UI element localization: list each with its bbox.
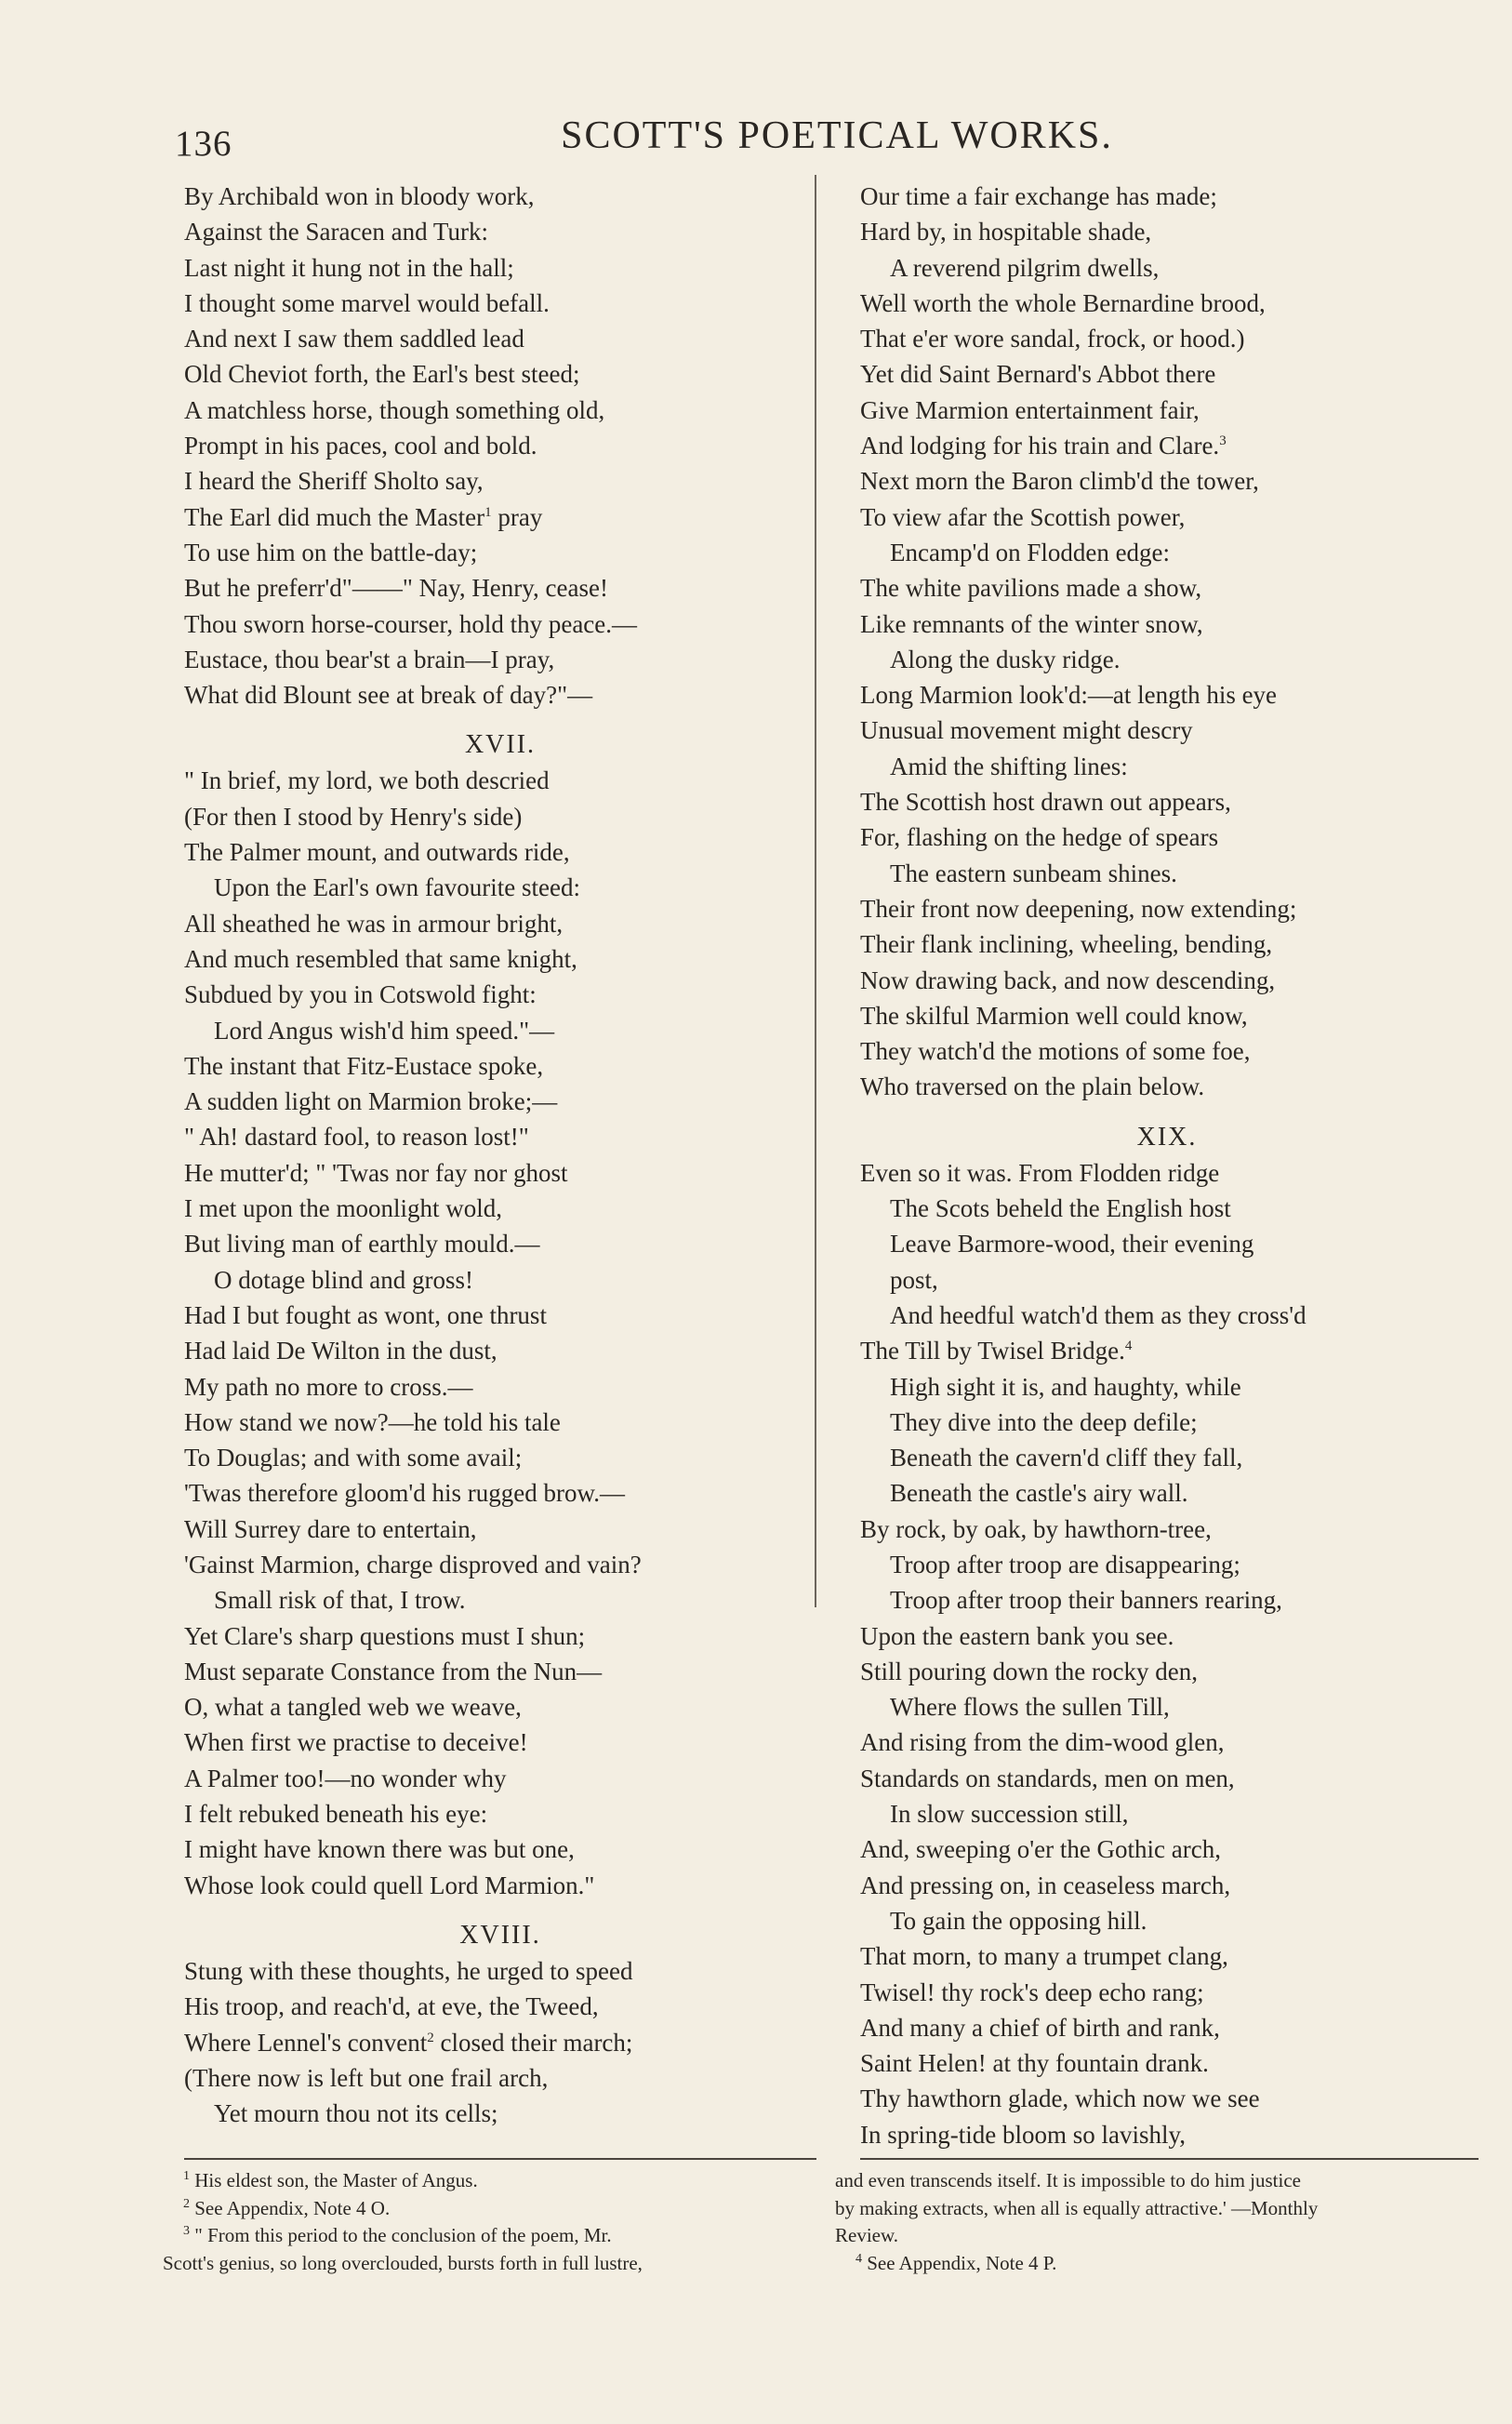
verse-line: Prompt in his paces, cool and bold.: [184, 432, 537, 460]
stanza-heading: XIX.: [1136, 1122, 1198, 1152]
verse-line: Stung with these thoughts, he urged to speed: [184, 1956, 633, 1985]
verse-line: (For then I stood by Henry's side): [184, 802, 523, 831]
verse-line: Whose look could quell Lord Marmion.": [184, 1871, 595, 1899]
verse-line: And many a chief of birth and rank,: [860, 2013, 1220, 2042]
running-title: SCOTT'S POETICAL WORKS.: [561, 114, 1113, 157]
verse-line: And pressing on, in ceaseless march,: [860, 1871, 1231, 1899]
verse-line: The white pavilions made a show,: [860, 574, 1202, 603]
verse-line: The skilful Marmion well could know,: [860, 1001, 1248, 1030]
verse-line: Where flows the sullen Till,: [890, 1693, 1170, 1722]
verse-line: (There now is left but one frail arch,: [184, 2063, 549, 2092]
verse-line: Had I but fought as wont, one thrust: [184, 1300, 547, 1329]
verse-line: Upon the eastern bank you see.: [860, 1621, 1174, 1650]
footnotes-left: [163, 2167, 828, 2277]
stanza-heading: XVIII.: [459, 1920, 541, 1950]
verse-line: I met upon the moonlight wold,: [184, 1194, 502, 1223]
page-number: 136: [175, 124, 232, 164]
stanza-heading: XVII.: [464, 730, 537, 760]
footnotes-right: [835, 2167, 1486, 2277]
verse-line: High sight it is, and haughty, while: [890, 1372, 1241, 1401]
verse-line: Amid the shifting lines:: [890, 752, 1128, 780]
verse-line: Hard by, in hospitable shade,: [860, 218, 1152, 246]
verse-line: Saint Helen! at thy fountain drank.: [860, 2049, 1209, 2078]
left-column: [184, 179, 816, 2131]
verse-line: And lodging for his train and Clare.$^3$: [860, 432, 1227, 460]
footnote-reference: 1: [484, 504, 492, 520]
verse-line: To Douglas; and with some avail;: [184, 1444, 523, 1472]
verse-line: But living man of earthly mould.—: [184, 1230, 540, 1259]
verse-line: Who traversed on the plain below.: [860, 1072, 1205, 1101]
verse-line: 'Twas therefore gloom'd his rugged brow.—: [184, 1479, 625, 1508]
verse-line: And next I saw them saddled lead: [184, 325, 524, 353]
verse-line: Beneath the cavern'd cliff they fall,: [890, 1444, 1243, 1472]
verse-line: Troop after troop are disappearing;: [890, 1550, 1240, 1578]
verse-line: The Scottish host drawn out appears,: [860, 788, 1231, 817]
verse-line: Yet Clare's sharp questions must I shun;: [184, 1621, 586, 1650]
verse-line: The Till by Twisel Bridge.$^4$: [860, 1337, 1133, 1365]
verse-line: Had laid De Wilton in the dust,: [184, 1337, 497, 1365]
verse-line: By rock, by oak, by hawthorn-tree,: [860, 1514, 1212, 1543]
verse-line: Their flank inclining, wheeling, bending,: [860, 930, 1273, 959]
verse-line: Twisel! thy rock's deep echo rang;: [860, 1978, 1204, 2006]
footnote-line: Scott's genius, so long overclouded, bursts forth in full lustre,: [163, 2251, 643, 2274]
footnote-marker: 1: [183, 2169, 190, 2183]
verse-line: Still pouring down the rocky den,: [860, 1657, 1198, 1685]
footnote-marker: 4: [855, 2251, 862, 2266]
footnote-line: Review.: [835, 2224, 899, 2246]
verse-line: O, what a tangled web we weave,: [184, 1693, 522, 1722]
verse-line: Troop after troop their banners rearing,: [890, 1586, 1282, 1615]
verse-line: The instant that Fitz-Eustace spoke,: [184, 1051, 544, 1080]
verse-line: By Archibald won in bloody work,: [184, 182, 535, 210]
verse-line: I thought some marvel would befall.: [184, 288, 550, 317]
footnote-line: $^1$ His eldest son, the Master of Angus.: [183, 2169, 478, 2191]
verse-line: Lord Angus wish'd him speed."—: [214, 1016, 555, 1045]
verse-line: For, flashing on the hedge of spears: [860, 823, 1219, 852]
verse-line: Our time a fair exchange has made;: [860, 182, 1217, 210]
verse-line: I might have known there was but one,: [184, 1835, 575, 1864]
verse-line: Thou sworn horse-courser, hold thy peace.—: [184, 609, 638, 638]
verse-line: 'Gainst Marmion, charge disproved and vain?: [184, 1550, 642, 1578]
verse-line: To use him on the battle-day;: [184, 538, 478, 566]
verse-line: " Ah! dastard fool, to reason lost!": [184, 1123, 529, 1152]
verse-line: Leave Barmore-wood, their evening: [890, 1230, 1254, 1259]
verse-line: But he preferr'd"——" Nay, Henry, cease!: [184, 574, 608, 603]
verse-line: Upon the Earl's own favourite steed:: [214, 873, 581, 902]
footnote-line: $^3$ " From this period to the conclusion of the poem, Mr.: [183, 2224, 612, 2246]
verse-line: The Earl did much the Master$^1$ pray: [184, 502, 543, 531]
verse-line: Next morn the Baron climb'd the tower,: [860, 467, 1259, 496]
verse-line: Give Marmion entertainment fair,: [860, 395, 1200, 424]
verse-line: Where Lennel's convent$^2$ closed their march;: [184, 2028, 633, 2057]
verse-line: A Palmer too!—no wonder why: [184, 1764, 507, 1792]
column-divider: [815, 175, 816, 1607]
verse-line: They watch'd the motions of some foe,: [860, 1037, 1251, 1066]
verse-line: O dotage blind and gross!: [214, 1265, 473, 1294]
verse-line: And, sweeping o'er the Gothic arch,: [860, 1835, 1221, 1864]
verse-line: All sheathed he was in armour bright,: [184, 909, 564, 938]
verse-line: Well worth the whole Bernardine brood,: [860, 288, 1266, 317]
verse-line: Thy hawthorn glade, which now we see: [860, 2084, 1260, 2113]
verse-line: Will Surrey dare to entertain,: [184, 1514, 477, 1543]
verse-line: Eustace, thou bear'st a brain—I pray,: [184, 645, 555, 673]
verse-line: Last night it hung not in the hall;: [184, 253, 514, 282]
verse-line: My path no more to cross.—: [184, 1372, 473, 1401]
verse-line: The eastern sunbeam shines.: [890, 859, 1177, 887]
right-column: [860, 179, 1474, 2152]
verse-line: Along the dusky ridge.: [890, 645, 1121, 673]
footnote-rule-right: [860, 2158, 1479, 2160]
footnote-marker: 2: [183, 2196, 190, 2211]
verse-line: Beneath the castle's airy wall.: [890, 1479, 1188, 1508]
verse-line: Small risk of that, I trow.: [214, 1586, 466, 1615]
verse-line: Now drawing back, and now descending,: [860, 966, 1276, 994]
footnote-line: and even transcends itself. It is impossible to do him justice: [835, 2169, 1301, 2191]
footnote-reference: 2: [427, 2030, 434, 2045]
footnote-marker: 3: [183, 2224, 190, 2238]
verse-line: In spring-tide bloom so lavishly,: [860, 2120, 1186, 2149]
verse-line: When first we practise to deceive!: [184, 1728, 528, 1757]
verse-line: Yet mourn thou not its cells;: [214, 2099, 498, 2128]
verse-line: His troop, and reach'd, at eve, the Tweed,: [184, 1992, 599, 2021]
verse-line: Like remnants of the winter snow,: [860, 609, 1203, 638]
verse-line: A sudden light on Marmion broke;—: [184, 1087, 558, 1116]
verse-line: Encamp'd on Flodden edge:: [890, 538, 1171, 566]
verse-line: Long Marmion look'd:—at length his eye: [860, 681, 1278, 710]
verse-line: Against the Saracen and Turk:: [184, 218, 488, 246]
footnote-reference: 4: [1124, 1339, 1133, 1354]
verse-line: Old Cheviot forth, the Earl's best steed;: [184, 360, 580, 389]
verse-line: How stand we now?—he told his tale: [184, 1407, 561, 1436]
verse-line: And heedful watch'd them as they cross'd: [890, 1300, 1306, 1329]
verse-line: A matchless horse, though something old,: [184, 395, 605, 424]
footnote-rule-left: [184, 2158, 816, 2160]
verse-line: Unusual movement might descry: [860, 716, 1193, 745]
verse-line: To gain the opposing hill.: [890, 1906, 1147, 1935]
verse-line: Their front now deepening, now extending;: [860, 894, 1297, 923]
verse-line: In slow succession still,: [890, 1800, 1129, 1829]
verse-line: And much resembled that same knight,: [184, 944, 577, 973]
verse-line: Even so it was. From Flodden ridge: [860, 1158, 1220, 1187]
verse-line: The Palmer mount, and outwards ride,: [184, 838, 570, 867]
verse-line: What did Blount see at break of day?"—: [184, 681, 593, 710]
footnote-line: by making extracts, when all is equally attractive.' —Monthly: [835, 2196, 1319, 2219]
verse-line: To view afar the Scottish power,: [860, 502, 1186, 531]
verse-line: I heard the Sheriff Sholto say,: [184, 467, 484, 496]
verse-line: They dive into the deep defile;: [890, 1407, 1198, 1436]
verse-line: That morn, to many a trumpet clang,: [860, 1942, 1228, 1971]
verse-line: That e'er wore sandal, frock, or hood.): [860, 325, 1245, 353]
verse-line: And rising from the dim-wood glen,: [860, 1728, 1225, 1757]
verse-line: " In brief, my lord, we both descried: [184, 766, 550, 795]
footnote-reference: 3: [1219, 433, 1227, 449]
verse-line: Standards on standards, men on men,: [860, 1764, 1235, 1792]
verse-line: The Scots beheld the English host: [890, 1194, 1231, 1223]
verse-line: Must separate Constance from the Nun—: [184, 1657, 603, 1685]
footnote-line: $^2$ See Appendix, Note 4 O.: [183, 2196, 391, 2219]
verse-line: A reverend pilgrim dwells,: [890, 253, 1160, 282]
verse-line: post,: [890, 1265, 938, 1294]
verse-line: Subdued by you in Cotswold fight:: [184, 980, 537, 1009]
verse-line: He mutter'd; " 'Twas nor fay nor ghost: [184, 1158, 568, 1187]
footnote-line: $^4$ See Appendix, Note 4 P.: [855, 2251, 1057, 2274]
verse-line: I felt rebuked beneath his eye:: [184, 1800, 488, 1829]
verse-line: Yet did Saint Bernard's Abbot there: [860, 360, 1216, 389]
